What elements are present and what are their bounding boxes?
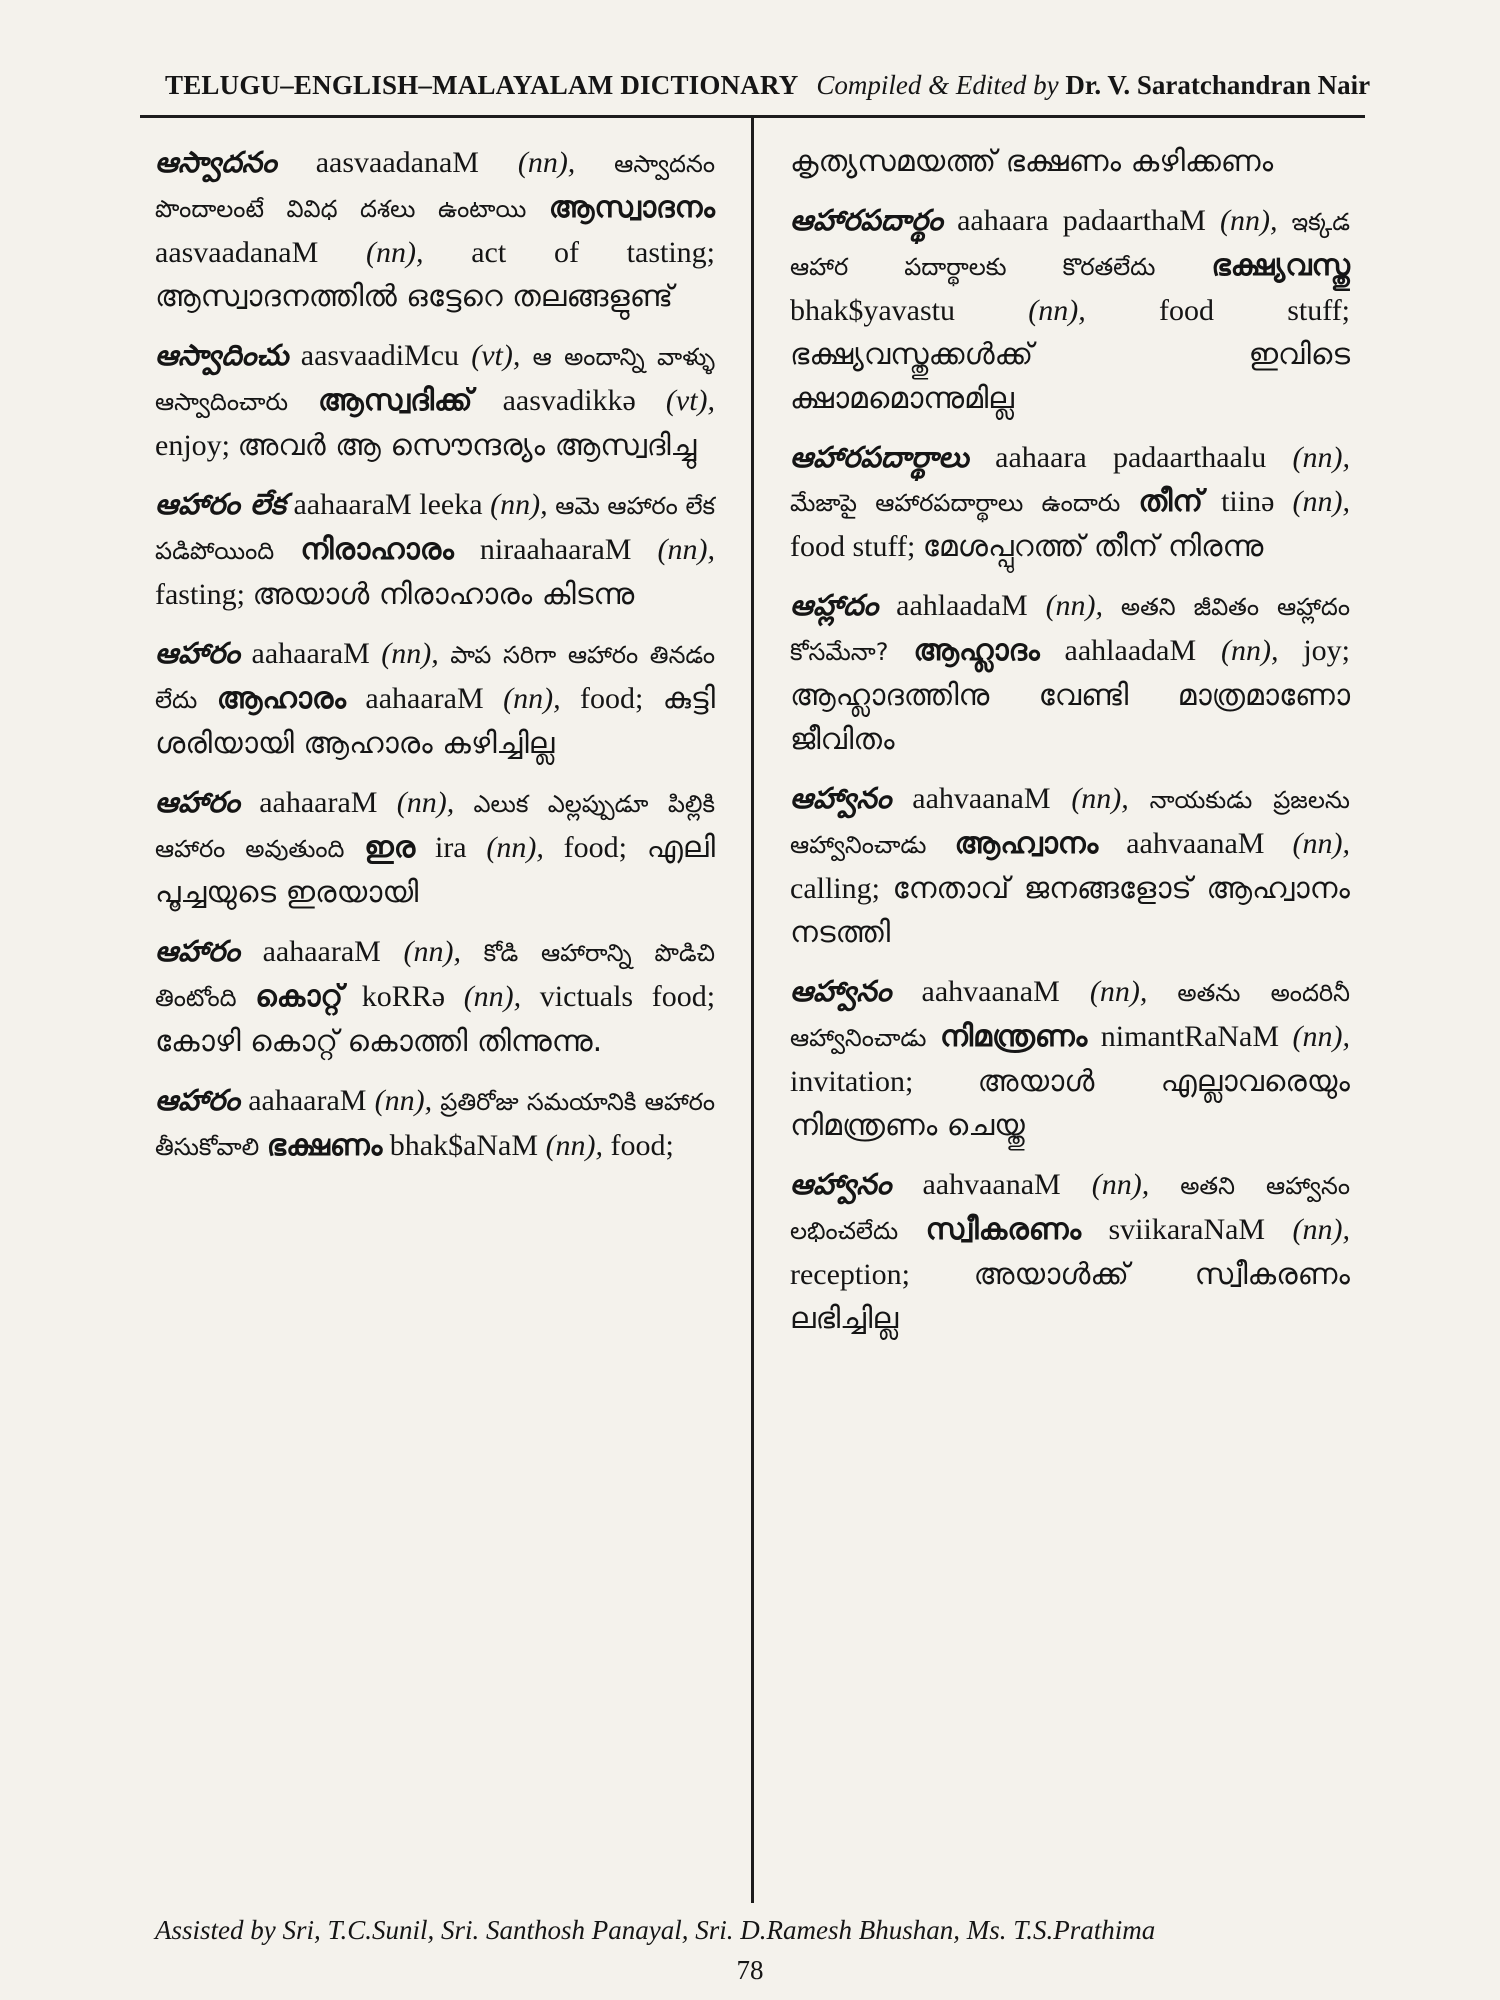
part-of-speech: (nn), <box>1071 782 1129 815</box>
part-of-speech: (nn), <box>517 146 576 179</box>
telugu-headword: ఆహ్లాదం <box>790 588 879 622</box>
part-of-speech: (nn), <box>1220 204 1278 237</box>
english-gloss: food; <box>563 831 627 864</box>
telugu-headword: ఆహారం <box>155 636 240 670</box>
malayalam-headword: ആഹാരം <box>216 681 346 716</box>
malayalam-transliteration: ira <box>434 831 467 864</box>
dictionary-entry <box>155 140 715 319</box>
telugu-example: పాప సరిగా ఆహారం తినడం లేదు <box>155 641 715 714</box>
dictionary-entry <box>790 969 1350 1148</box>
malayalam-headword: ആസ്വദിക്ക് <box>318 383 473 418</box>
malayalam-headword: സ്വീകരണം <box>925 1212 1082 1247</box>
telugu-example: నాయకుడు ప్రజలను ఆహ్వానించాడు <box>790 786 1350 859</box>
english-gloss: food stuff; <box>790 530 916 563</box>
column-divider <box>751 118 754 1903</box>
editor-name: Dr. V. Saratchandran Nair <box>1065 70 1371 100</box>
malayalam-example: കോഴി കൊറ്റ് കൊത്തി തിന്നുന്നു. <box>155 1024 603 1059</box>
dictionary-entry <box>155 631 715 766</box>
transliteration: aasvaadiMcu <box>300 339 460 372</box>
malayalam-headword: ഭക്ഷണം <box>266 1128 383 1163</box>
malayalam-example: അയാൾ നിരാഹാരം കിടന്നു <box>252 577 635 612</box>
malayalam-part-of-speech: (nn), <box>463 980 522 1013</box>
english-gloss: food stuff; <box>1158 294 1351 327</box>
dictionary-entry <box>790 435 1350 569</box>
telugu-headword: ఆహారపదార్థాలు <box>790 440 969 474</box>
malayalam-headword: ആഹ്ലാദം <box>913 633 1040 668</box>
malayalam-part-of-speech: (nn), <box>1292 1020 1351 1053</box>
part-of-speech: (vt), <box>471 339 521 372</box>
telugu-example: మేజాపై ఆహారపదార్థాలు ఉందారు <box>790 489 1121 517</box>
telugu-example: ఇక్కడ ఆహార పదార్థాలకు కొరతలేదు <box>790 208 1351 281</box>
page-number: 78 <box>736 1955 764 1985</box>
malayalam-transliteration: niraahaaraM <box>479 533 632 566</box>
malayalam-part-of-speech: (nn), <box>366 236 424 269</box>
dictionary-entry <box>155 482 715 617</box>
malayalam-part-of-speech: (nn), <box>1221 634 1279 667</box>
malayalam-example: അയാൾക്ക് സ്വീകരണം ലഭിച്ചില്ല <box>790 1257 1351 1336</box>
malayalam-headword: ആഹ്വാനം <box>954 826 1099 861</box>
telugu-example: ప్రతిరోజు సమయానికి ఆహారం తీసుకోవాలి <box>155 1088 716 1161</box>
dictionary-entry <box>790 776 1350 955</box>
transliteration: aahvaanaM <box>922 1168 1061 1201</box>
telugu-example: అతను అందరినీ ఆహ్వానించాడు <box>790 979 1350 1052</box>
malayalam-part-of-speech: (nn), <box>1292 485 1350 518</box>
transliteration: aahaaraM <box>251 637 370 670</box>
malayalam-transliteration: aahlaadaM <box>1064 634 1197 667</box>
telugu-headword: ఆహారం లేక <box>155 487 286 521</box>
malayalam-transliteration: sviikaraNaM <box>1108 1213 1266 1246</box>
malayalam-example: മേശപ്പുറത്ത് തീന് നിരന്നു <box>922 529 1264 564</box>
dictionary-entry <box>155 780 715 915</box>
dictionary-entry <box>790 1162 1350 1341</box>
dictionary-entry <box>790 140 1350 184</box>
telugu-headword: ఆస్వాదించు <box>155 338 289 372</box>
telugu-example: ఎలుక ఎల్లప్పుడూ పిల్లికి ఆహారం అవుతుంది <box>155 790 716 863</box>
malayalam-transliteration: bhak$yavastu <box>790 294 955 327</box>
telugu-headword: ఆహారం <box>155 1083 240 1117</box>
malayalam-headword: നിമന്ത്രണം <box>939 1019 1088 1054</box>
malayalam-transliteration: aahaaraM <box>365 682 484 715</box>
part-of-speech: (nn), <box>1045 589 1104 622</box>
transliteration: aahaara padaarthaM <box>957 204 1206 237</box>
transliteration: aahaaraM <box>259 786 378 819</box>
malayalam-example: ആസ്വാദനത്തിൽ ഒട്ടേറെ തലങ്ങളുണ്ട് <box>155 279 674 314</box>
dictionary-entry <box>155 333 715 468</box>
telugu-example: ఆమె ఆహారం లేక పడిపోయింది <box>155 492 716 565</box>
malayalam-part-of-speech: (nn), <box>545 1129 604 1162</box>
part-of-speech: (nn), <box>1292 441 1351 474</box>
telugu-example: అతని జీవితం ఆహ్లాదం కోసమేనా? <box>790 593 1351 666</box>
telugu-headword: ఆస్వాదనం <box>155 145 277 179</box>
malayalam-headword: ആസ്വാദനം <box>548 190 715 225</box>
transliteration: aahaaraM leeka <box>293 488 483 521</box>
transliteration: aahlaadaM <box>896 589 1028 622</box>
part-of-speech: (nn), <box>1091 1168 1150 1201</box>
part-of-speech: (nn), <box>381 637 439 670</box>
malayalam-headword: ഇര <box>364 830 416 865</box>
telugu-example: ఆ అందాన్ని వాళ్ళు ఆస్వాదించారు <box>155 343 716 416</box>
transliteration: aahaaraM <box>248 1084 367 1117</box>
telugu-headword: ఆహారపదార్థం <box>790 203 943 237</box>
malayalam-part-of-speech: (nn), <box>486 831 544 864</box>
english-gloss: fasting; <box>155 578 245 611</box>
malayalam-example: ഭക്ഷ്യവസ്തുക്കൾക്ക് ഇവിടെ ക്ഷാമമൊന്നുമില്ല <box>790 337 1350 416</box>
dictionary-entry <box>790 583 1350 762</box>
dictionary-entry <box>155 929 715 1064</box>
malayalam-example: എലി പൂച്ചയുടെ ഇരയായി <box>155 830 716 910</box>
malayalam-example: നേതാവ് ജനങ്ങളോട് ആഹ്വാനം നടത്തി <box>790 871 1350 950</box>
malayalam-transliteration: nimantRaNaM <box>1100 1020 1280 1053</box>
malayalam-headword: നിരാഹാരം <box>300 532 454 567</box>
malayalam-example: കൃത്യസമയത്ത് ഭക്ഷണം കഴിക്കണം <box>790 144 1274 179</box>
malayalam-transliteration: aahvaanaM <box>1126 827 1265 860</box>
telugu-headword: ఆహ్వానం <box>790 1167 892 1201</box>
telugu-example: ఆస్వాదనం పొందాలంటే వివిధ దశలు ఉంటాయి <box>155 150 716 223</box>
malayalam-part-of-speech: (nn), <box>1292 827 1351 860</box>
transliteration: aahaaraM <box>262 935 381 968</box>
malayalam-part-of-speech: (nn), <box>503 682 561 715</box>
malayalam-part-of-speech: (nn), <box>1028 294 1086 327</box>
telugu-example: కోడి ఆహారాన్ని పొడిచి తింటోంది <box>155 939 716 1012</box>
running-header <box>165 70 1371 110</box>
malayalam-transliteration: tiinə <box>1221 485 1275 518</box>
left-column <box>155 140 715 1183</box>
english-gloss: food; <box>580 682 644 715</box>
english-gloss: joy; <box>1303 634 1351 667</box>
telugu-headword: ఆహ్వానం <box>790 781 892 815</box>
telugu-example: అతని ఆహ్వానం లభించలేదు <box>790 1172 1350 1245</box>
footer-credits: Assisted by Sri, T.C.Sunil, Sri. Santhosh Panayal, Sri. D.Ramesh Bhushan, Ms. T.S.Prathima <box>155 1915 1156 1945</box>
english-gloss: food; <box>610 1129 674 1162</box>
malayalam-transliteration: koRRə <box>361 980 446 1013</box>
part-of-speech: (nn), <box>490 488 548 521</box>
malayalam-transliteration: bhak$aNaM <box>389 1129 539 1162</box>
book-title: TELUGU–ENGLISH–MALAYALAM DICTIONARY <box>165 70 799 100</box>
part-of-speech: (nn), <box>1089 975 1148 1008</box>
malayalam-transliteration: aasvadikkə <box>502 384 636 417</box>
english-gloss: enjoy; <box>155 429 230 462</box>
part-of-speech: (nn), <box>403 935 461 968</box>
malayalam-example: അവർ ആ സൌന്ദര്യം ആസ്വദിച്ചു <box>237 428 697 463</box>
part-of-speech: (nn), <box>396 786 455 819</box>
malayalam-part-of-speech: (nn), <box>1292 1213 1351 1246</box>
transliteration: aahaara padaarthaalu <box>995 441 1267 474</box>
english-gloss: reception; <box>790 1258 910 1291</box>
malayalam-example: കുട്ടി ശരിയായി ആഹാരം കഴിച്ചില്ല <box>155 681 716 761</box>
english-gloss: invitation; <box>790 1065 914 1098</box>
english-gloss: victuals food; <box>539 980 716 1013</box>
malayalam-example: അയാൾ എല്ലാവരെയും നിമന്ത്രണം ചെയ്തു <box>790 1064 1351 1143</box>
transliteration: aahvaanaM <box>912 782 1051 815</box>
transliteration: aahvaanaM <box>921 975 1060 1008</box>
malayalam-example: ആഹ്ലാദത്തിനു വേണ്ടി മാത്രമാണോ ജീവിതം <box>790 678 1350 757</box>
malayalam-part-of-speech: (vt), <box>665 384 716 417</box>
malayalam-headword: കൊറ്റ് <box>255 979 344 1014</box>
english-gloss: calling; <box>790 872 880 905</box>
malayalam-headword: തീന് <box>1138 484 1203 519</box>
dictionary-entry <box>790 198 1350 421</box>
part-of-speech: (nn), <box>374 1084 433 1117</box>
telugu-headword: ఆహారం <box>155 785 240 819</box>
dictionary-entry <box>155 1078 715 1169</box>
malayalam-transliteration: aasvaadanaM <box>155 236 319 269</box>
telugu-headword: ఆహారం <box>155 934 240 968</box>
transliteration: aasvaadanaM <box>315 146 479 179</box>
english-gloss: act of tasting; <box>471 236 716 269</box>
malayalam-headword: ഭക്ഷ്യവസ്തു <box>1211 248 1350 283</box>
telugu-headword: ఆహ్వానం <box>790 974 892 1008</box>
malayalam-part-of-speech: (nn), <box>657 533 716 566</box>
compiled-label: Compiled & Edited by <box>816 70 1059 100</box>
right-column <box>790 140 1350 1355</box>
